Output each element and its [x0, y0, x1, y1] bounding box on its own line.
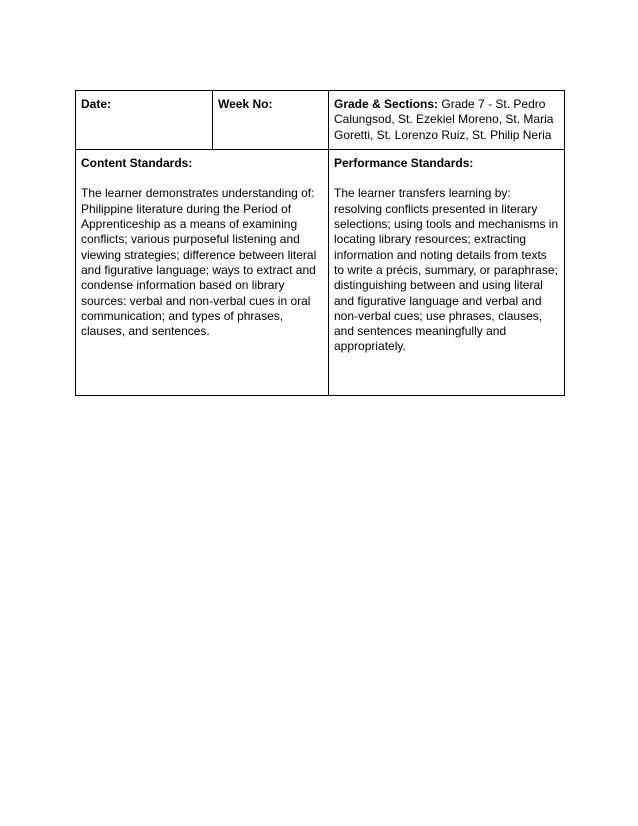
performance-standards-cell	[329, 149, 565, 395]
header-row	[76, 91, 565, 150]
content-standards-cell	[76, 149, 329, 395]
lesson-plan-table	[75, 90, 565, 396]
grade-sections-label: Grade & Sections:	[334, 97, 442, 111]
week-label: Week No:	[218, 97, 273, 111]
content-standards-title: Content Standards:	[81, 155, 193, 170]
performance-standards-title: Performance Standards:	[334, 155, 474, 170]
grade-sections-value: Grade 7 - St. Pedro Calungsod, St. Ezekiel Moreno, St. Maria Goretti, St. Lorenzo Ruiz, St. Philip Neria	[334, 97, 554, 142]
week-cell	[213, 91, 329, 150]
grade-sections-cell	[329, 91, 565, 150]
date-label: Date:	[81, 97, 112, 111]
standards-row	[76, 149, 565, 395]
performance-standards-text: The learner transfers learning by: resolving conflicts presented in literary selections; using tools and mechanisms in locating library resources; extracting information and noting details from texts to write a précis, summary, or paraphrase; distinguishing between and using literal and figurative language and verbal and non-verbal cues; use phrases, clauses, and sentences meaningfully and appropriately.	[334, 186, 559, 354]
content-standards-text: The learner demonstrates understanding of: Philippine literature during the Period of Apprenticeship as a means of examining conflicts; various purposeful listening and viewing strategies; difference between literal and figurative language; ways to extract and condense information based on library sources: verbal and non-verbal cues in oral communication; and types of phrases, clauses, and sentences.	[81, 186, 317, 339]
date-cell	[76, 91, 213, 150]
